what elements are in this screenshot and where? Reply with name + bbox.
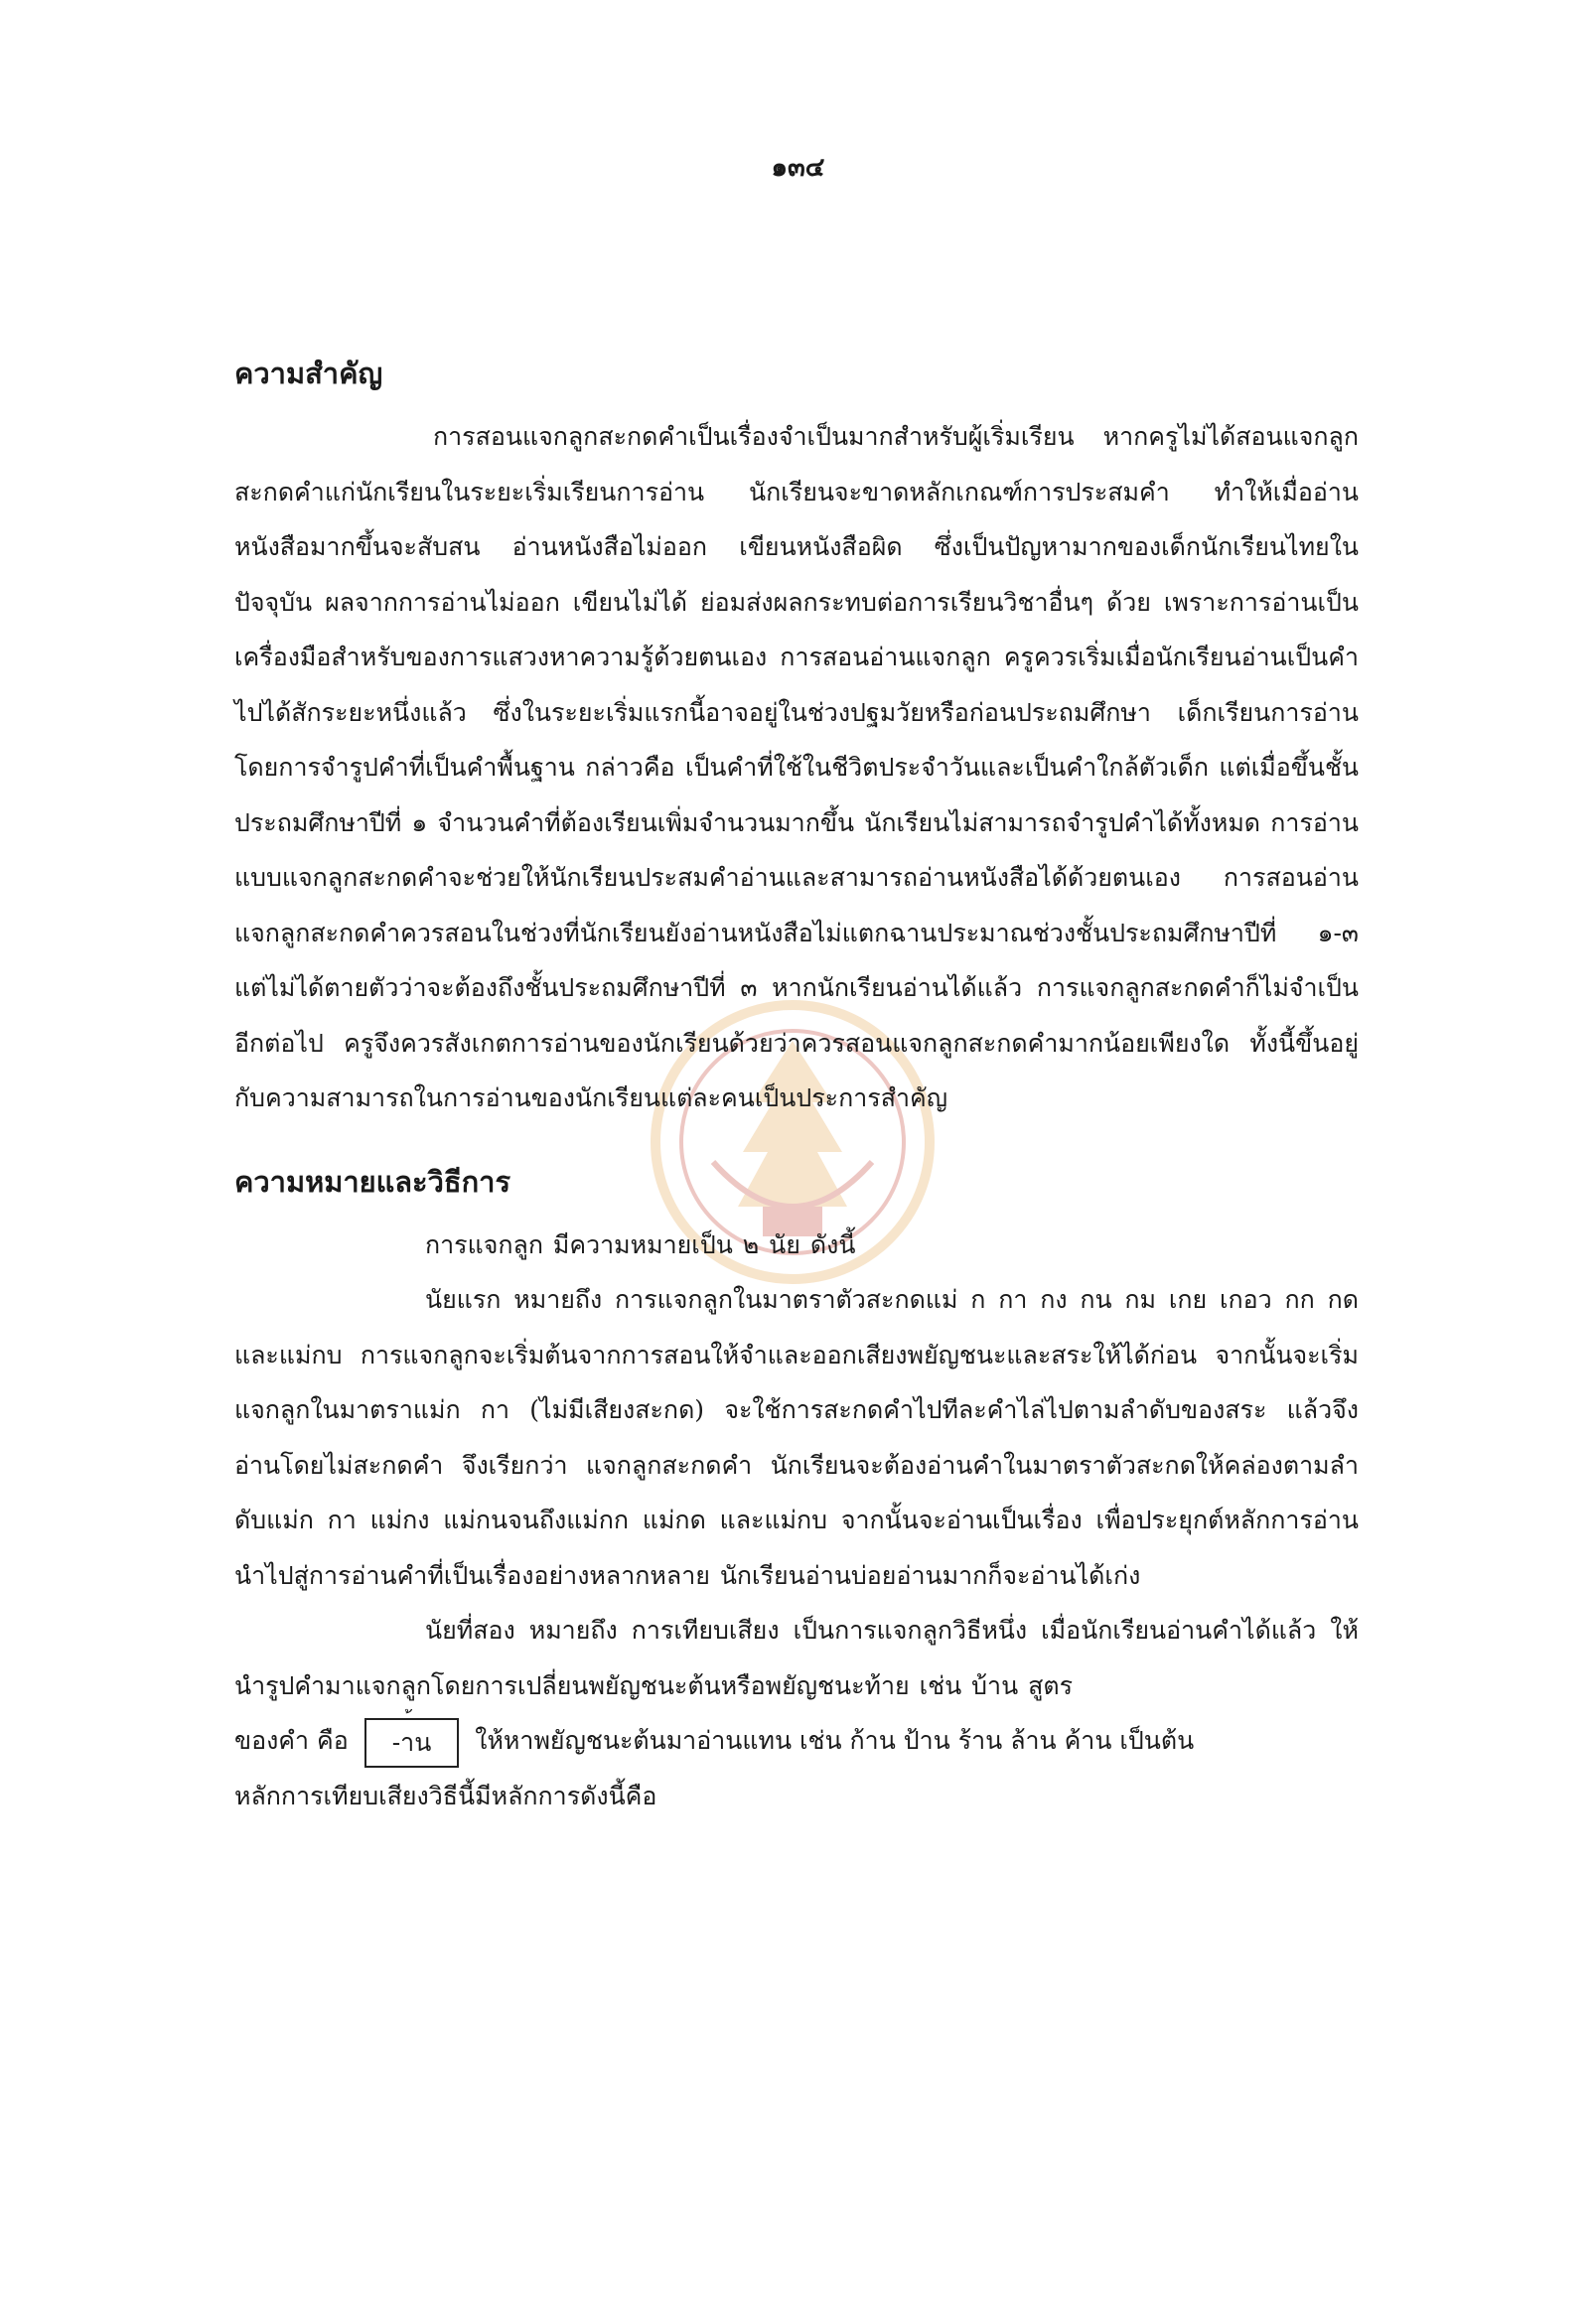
paragraph-importance: การสอนแจกลูกสะกดคำเป็นเรื่องจำเป็นมากสำหรับผู้เริ่มเรียน หากครูไม่ได้สอนแจกลูกสะกดคำแก่นักเรียนในระยะเริ่มเรียนการอ่าน นักเรียนจะขาดหลักเกณฑ์การประสมคำ ทำให้เมื่ออ่านหนังสือมากขึ้นจะสับสน อ่านหนังสือไม่ออก เขียนหนังสือผิด ซึ่งเป็นปัญหามากของเด็กนักเรียนไทยในปัจจุบัน ผลจากการอ่านไม่ออก เขียนไม่ได้ ย่อมส่งผลกระทบต่อการเรียนวิชาอื่นๆ ด้วย เพราะการอ่านเป็นเครื่องมือสำหรับของการแสวงหาความรู้ด้วยตนเอง การสอนอ่านแจกลูก ครูควรเริ่มเมื่อนักเรียนอ่านเป็นคำไปได้สักระยะหนึ่งแล้ว ซึ่งในระยะเริ่มแรกนี้อาจอยู่ในช่วงปฐมวัยหรือก่อนประถมศึกษา เด็กเรียนการอ่านโดยการจำรูปคำที่เป็นคำพื้นฐาน กล่าวคือ เป็นคำที่ใช้ในชีวิตประจำวันและเป็นคำใกล้ตัวเด็ก แต่เมื่อขึ้นชั้นประถมศึกษาปีที่ ๑ จำนวนคำที่ต้องเรียนเพิ่มจำนวนมากขึ้น นักเรียนไม่สามารถจำรูปคำได้ทั้งหมด การอ่านแบบแจกลูกสะกดคำจะช่วยให้นักเรียนประสมคำอ่านและสามารถอ่านหนังสือได้ด้วยตนเอง การสอนอ่านแจกลูกสะกดคำควรสอนในช่วงที่นักเรียนยังอ่านหนังสือไม่แตกฉานประมาณช่วงชั้นประถมศึกษาปีที่ ๑-๓ แต่ไม่ได้ตายตัวว่าจะต้องถึงชั้นประถมศึกษาปีที่ ๓ หากนักเรียนอ่านได้แล้ว การแจกลูกสะกดคำก็ไม่จำเป็นอีกต่อไป ครูจึงควรสังเกตการอ่านของนักเรียนด้วยว่าควรสอนแจกลูกสะกดคำมากน้อยเพียงใด ทั้งนี้ขึ้นอยู่กับความสามารถในการอ่านของนักเรียนแต่ละคนเป็นประการสำคัญ <box>234 422 1359 1112</box>
paragraph-meaning-intro: การแจกลูก มีความหมายเป็น ๒ นัย ดังนี้ <box>425 1229 856 1259</box>
formula-prefix: ของคำ คือ <box>234 1726 349 1755</box>
formula-line <box>234 1713 1359 1769</box>
page-number: ๑๓๔ <box>771 153 825 183</box>
paragraph-meaning-second: นัยที่สอง หมายถึง การเทียบเสียง เป็นการแจกลูกวิธีหนึ่ง เมื่อนักเรียนอ่านคำได้แล้ว ให้นำรูปคำมาแจกลูกโดยการเปลี่ยนพยัญชนะต้นหรือพยัญชนะท้าย เช่น บ้าน สูตร <box>234 1616 1359 1700</box>
paragraph-meaning-first: นัยแรก หมายถึง การแจกลูกในมาตราตัวสะกดแม่ ก กา กง กน กม เกย เกอว กก กด และแม่กบ การแจกลูกจะเริ่มต้นจากการสอนให้จำและออกเสียงพยัญชนะและสระให้ได้ก่อน จากนั้นจะเริ่มแจกลูกในมาตราแม่ก กา (ไม่มีเสียงสะกด) จะใช้การสะกดคำไปทีละคำไล่ไปตามลำดับของสระ แล้วจึงอ่านโดยไม่สะกดคำ จึงเรียกว่า แจกลูกสะกดคำ นักเรียนจะต้องอ่านคำในมาตราตัวสะกดให้คล่องตามลำดับแม่ก กา แม่กง แม่กนจนถึงแม่กก แม่กด และแม่กบ จากนั้นจะอ่านเป็นเรื่อง เพื่อประยุกต์หลักการอ่านนำไปสู่การอ่านคำที่เป็นเรื่องอย่างหลากหลาย นักเรียนอ่านบ่อยอ่านมากก็จะอ่านได้เก่ง <box>234 1285 1359 1590</box>
section-heading-meaning: ความหมายและวิธีการ <box>234 1164 511 1199</box>
formula-box <box>364 1718 460 1768</box>
paragraph-closing: หลักการเทียบเสียงวิธีนี้มีหลักการดังนี้คือ <box>234 1781 657 1810</box>
main-content <box>234 338 1359 1823</box>
formula-suffix: ให้หาพยัญชนะต้นมาอ่านแทน เช่น ก้าน ป้าน ร้าน ล้าน ค้าน เป็นต้น <box>475 1726 1195 1755</box>
formula-box-text: -าน <box>391 1727 432 1757</box>
section-heading-importance: ความสำคัญ <box>234 357 383 390</box>
